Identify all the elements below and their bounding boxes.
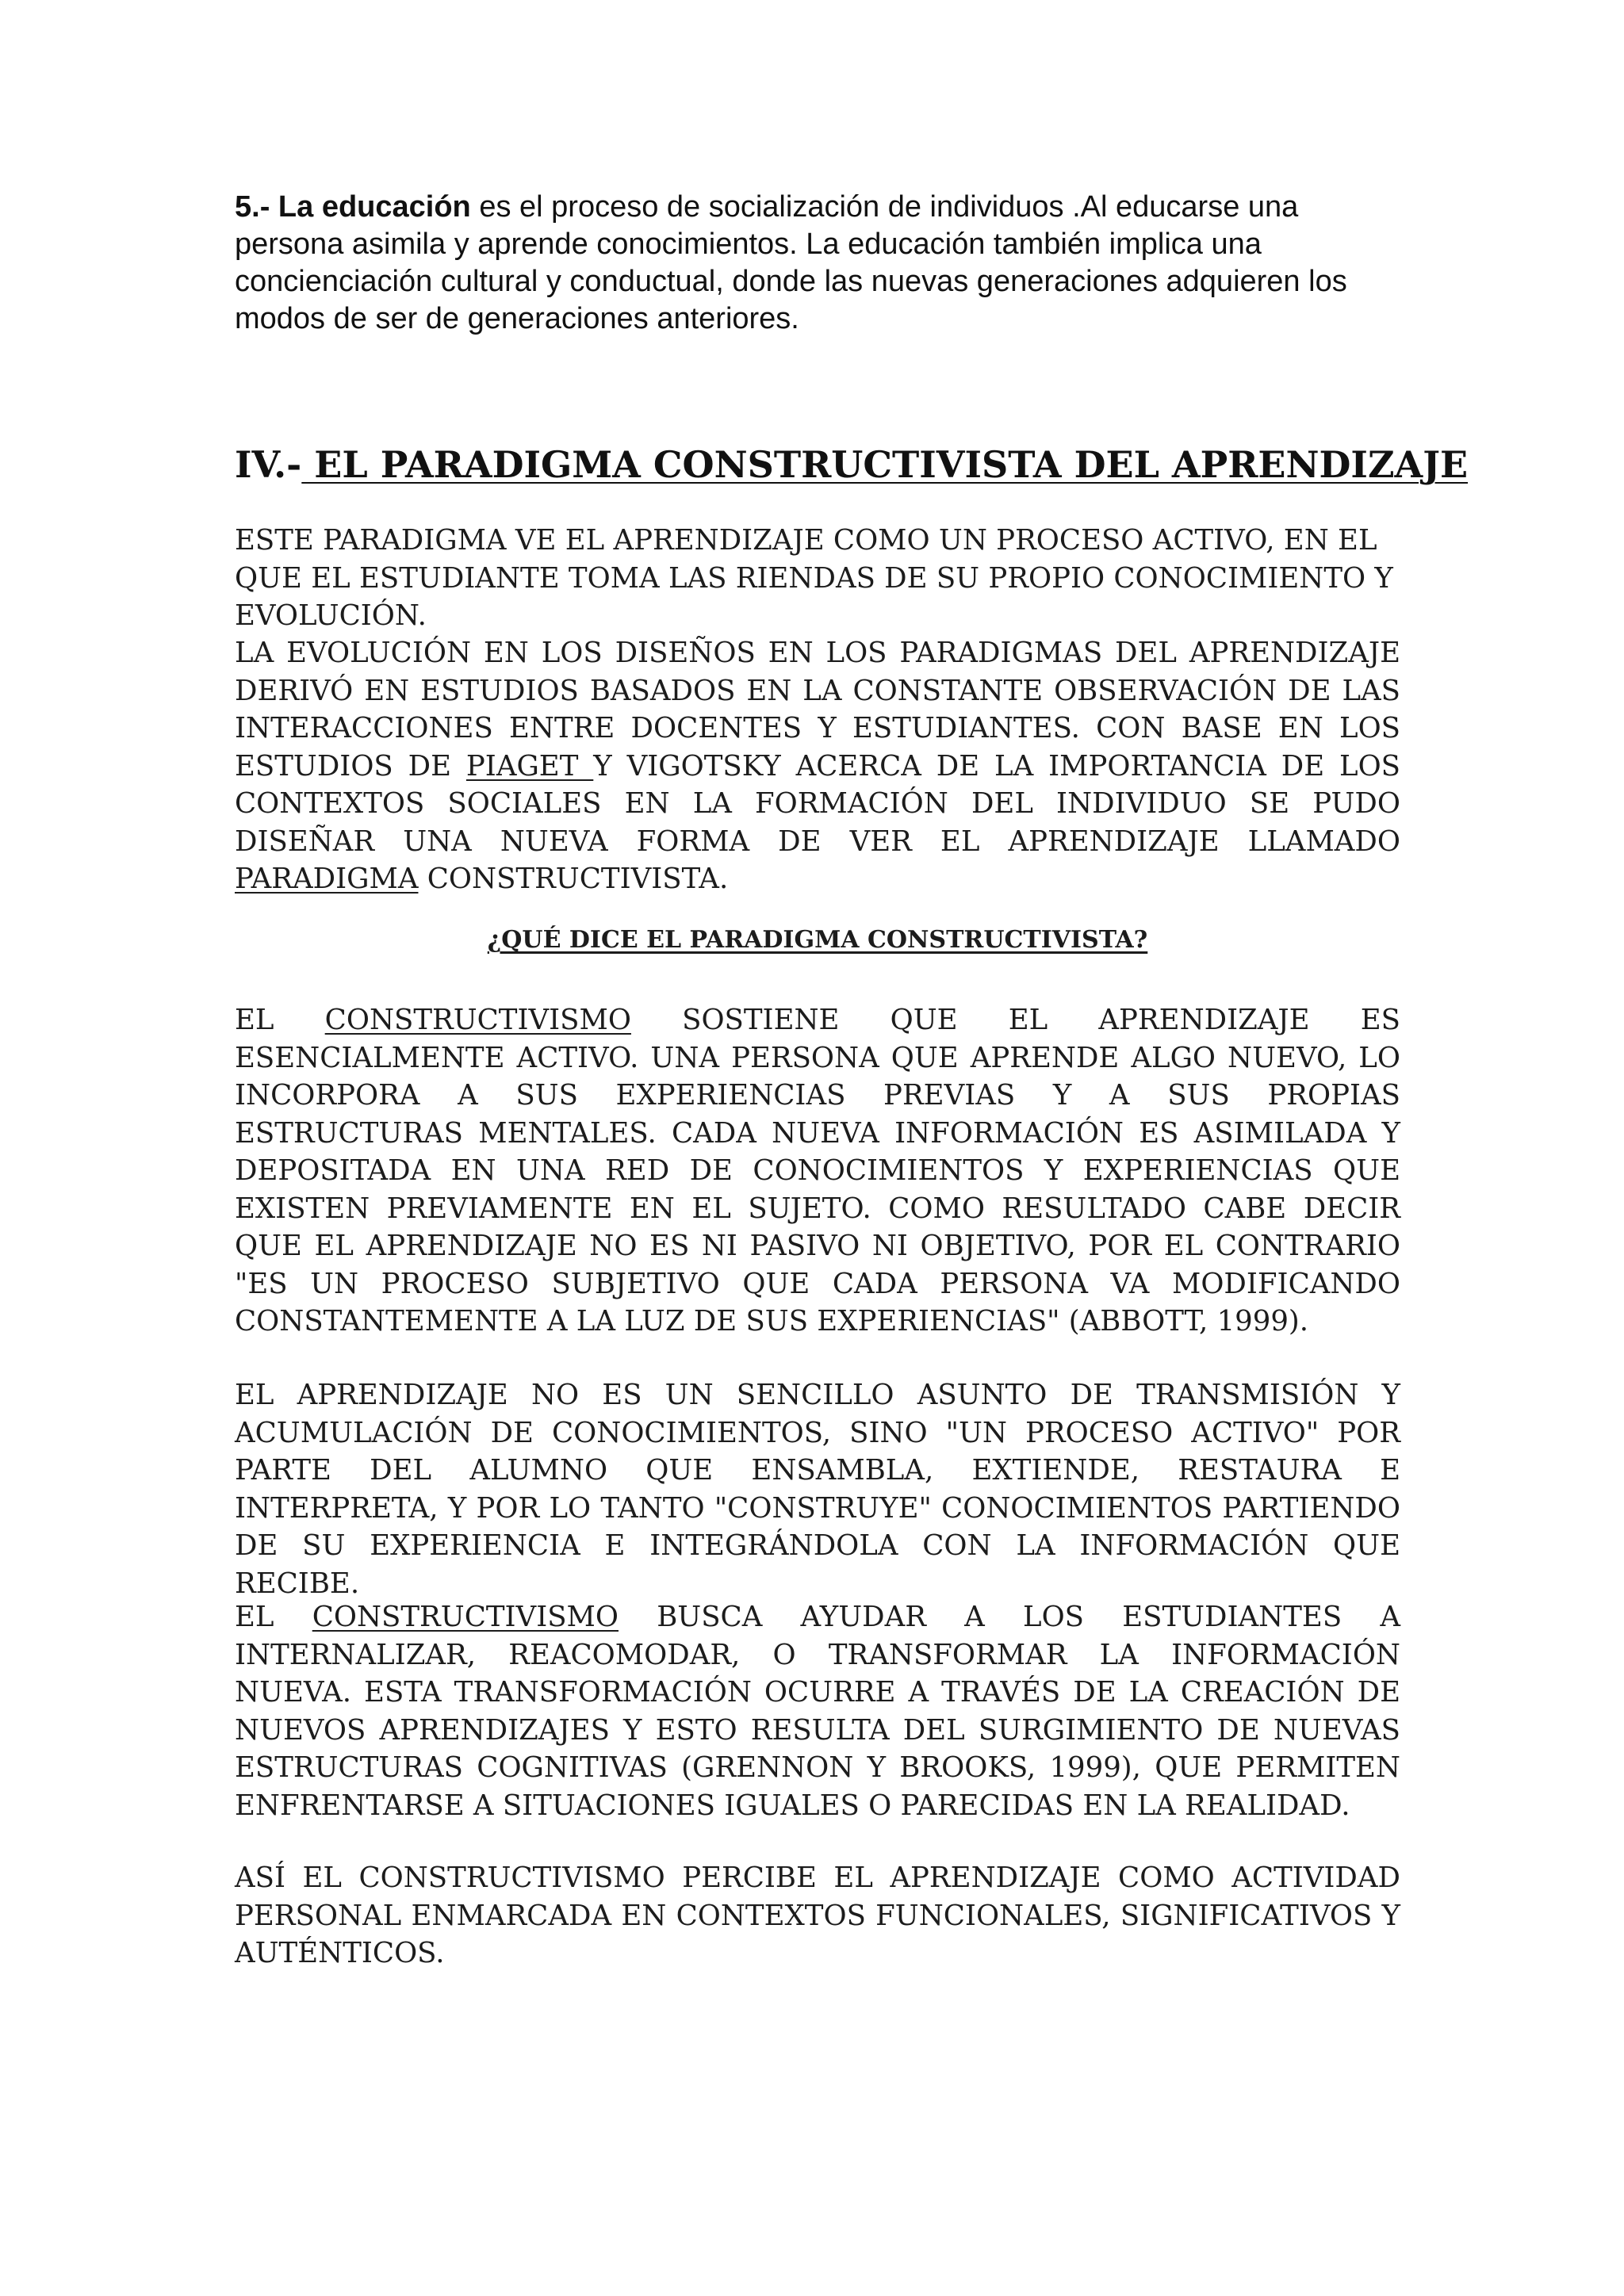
paradigma-link[interactable]: PARADIGMA (235, 863, 419, 895)
paragraph-3-text-b: SOSTIENE QUE EL APRENDIZAJE ES ESENCIALMENTE ACTIVO. UNA PERSONA QUE APRENDE ALGO NUEVO, LO INCORPORA A SUS EXPERIENCIAS PREVIAS Y A SUS PROPIAS ESTRUCTURAS MENTALES. CADA NUEVA INFORMACIÓN ES ASIMILADA Y DEPOSITADA EN UNA RED DE CONOCIMIENTOS Y EXPERIENCIAS QUE EXISTEN PREVIAMENTE EN EL SUJETO. COMO RESULTADO CABE DECIR QUE EL APRENDIZAJE NO ES NI PASIVO NI OBJETIVO, POR EL CONTRARIO "ES UN PROCESO SUBJETIVO QUE CADA PERSONA VA MODIFICANDO CONSTANTEMENTE A LA LUZ DE SUS EXPERIENCIAS" (ABBOTT, 1999). (235, 1004, 1400, 1337)
subheading: ¿QUÉ DICE EL PARADIGMA CONSTRUCTIVISTA? (487, 926, 1148, 954)
intro-number: 5.- (235, 190, 270, 224)
section-number: IV.- (235, 443, 302, 486)
paragraph-5-text-a: EL (235, 1601, 312, 1633)
paragraph-6: ASÍ EL CONSTRUCTIVISMO PERCIBE EL APRENDIZAJE COMO ACTIVIDAD PERSONAL ENMARCADA EN CONTEXTOS FUNCIONALES, SIGNIFICATIVOS Y AUTÉNTICOS. (235, 1862, 1400, 1969)
constructivismo-link-2[interactable]: CONSTRUCTIVISMO (312, 1601, 619, 1633)
paragraph-3-text-a: EL (235, 1004, 325, 1036)
paragraph-2-text-c: CONSTRUCTIVISTA. (418, 863, 729, 895)
constructivismo-link-1[interactable]: CONSTRUCTIVISMO (324, 1004, 631, 1036)
section-title: EL PARADIGMA CONSTRUCTIVISTA DEL APRENDIZAJE (301, 443, 1469, 486)
intro-paragraph (235, 189, 1400, 338)
paragraph-4: EL APRENDIZAJE NO ES UN SENCILLO ASUNTO DE TRANSMISIÓN Y ACUMULACIÓN DE CONOCIMIENTOS, SINO "UN PROCESO ACTIVO" POR PARTE DEL ALUMNO QUE ENSAMBLA, EXTIENDE, RESTAURA E INTERPRETA, Y POR LO TANTO "CONSTRUYE" CONOCIMIENTOS PARTIENDO DE SU EXPERIENCIA E INTEGRÁNDOLA CON LA INFORMACIÓN QUE RECIBE. (235, 1379, 1400, 1600)
intro-text: es el proceso de socialización de individuos .Al educarse una persona asimila y aprende conocimientos. La educación también implica una concienciación cultural y conductual, donde las nuevas generaciones adquieren los modos de ser de generaciones anteriores. (235, 190, 1347, 335)
paragraph-3 (235, 1001, 1400, 1341)
paragraph-5-text-b: BUSCA AYUDAR A LOS ESTUDIANTES A INTERNALIZAR, REACOMODAR, O TRANSFORMAR LA INFORMACIÓN NUEVA. ESTA TRANSFORMACIÓN OCURRE A TRAVÉS DE LA CREACIÓN DE NUEVOS APRENDIZAJES Y ESTO RESULTA DEL SURGIMIENTO DE NUEVAS ESTRUCTURAS COGNITIVAS (GRENNON Y BROOKS, 1999), QUE PERMITEN ENFRENTARSE A SITUACIONES IGUALES O PARECIDAS EN LA REALIDAD. (235, 1601, 1400, 1822)
document-page (235, 189, 1469, 1969)
paragraph-2-text-a: LA EVOLUCIÓN EN LOS DISEÑOS EN LOS PARADIGMAS DEL APRENDIZAJE DERIVÓ EN ESTUDIOS BASADOS EN LA CONSTANTE OBSERVACIÓN DE LAS INTERACCIONES ENTRE DOCENTES Y ESTUDIANTES. CON BASE EN LOS ESTUDIOS DE (235, 637, 1400, 783)
piaget-link[interactable]: PIAGET (465, 749, 594, 783)
section-heading (235, 442, 1468, 487)
paragraph-2-text-b: Y VIGOTSKY ACERCA DE LA IMPORTANCIA DE LOS CONTEXTOS SOCIALES EN LA FORMACIÓN DEL INDIVIDUO SE PUDO DISEÑAR UNA NUEVA FORMA DE VER EL APRENDIZAJE LLAMADO (235, 749, 1400, 858)
intro-bold-term: La educación (278, 190, 471, 224)
paragraph-5 (235, 1598, 1400, 1824)
paragraph-1: ESTE PARADIGMA VE EL APRENDIZAJE COMO UN PROCESO ACTIVO, EN EL QUE EL ESTUDIANTE TOMA LAS RIENDAS DE SU PROPIO CONOCIMIENTO Y EVOLUCIÓN. (235, 524, 1393, 632)
paragraph-2 (235, 634, 1400, 898)
